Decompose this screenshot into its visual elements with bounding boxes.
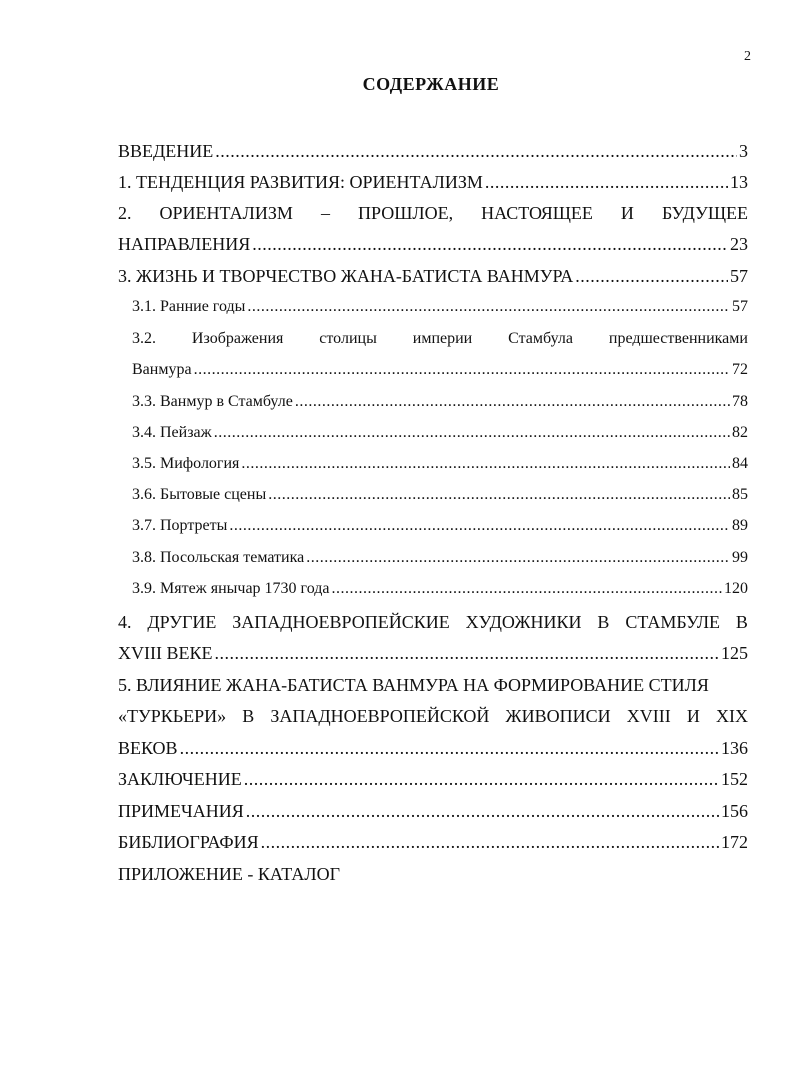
- toc-entry-chapter-2-line-1: [118, 203, 748, 227]
- toc-entry-appendix: [118, 864, 748, 888]
- toc-entry-chapter-5-line-1: [118, 675, 748, 699]
- leader-dots: [252, 234, 728, 255]
- toc-entry-title: 3.3. Ванмур в Стамбуле: [132, 393, 293, 410]
- toc-entry-page: 23: [730, 234, 748, 254]
- toc-entry-section-3-5: [132, 455, 748, 479]
- toc-entry-page: 72: [732, 361, 748, 378]
- toc-entry-section-3-9: [132, 580, 748, 604]
- toc-word: империи: [412, 330, 473, 347]
- leader-dots: [246, 801, 719, 822]
- toc-word: XVIII: [626, 706, 671, 726]
- toc-word: 3.2.: [132, 330, 156, 347]
- toc-word: ЗАПАДНОЕВРОПЕЙСКОЙ: [270, 706, 490, 726]
- leader-dots: [247, 298, 730, 316]
- toc-entry-chapter-3: [118, 266, 748, 290]
- toc-entry-conclusion: [118, 769, 748, 793]
- toc-word: –: [320, 203, 330, 223]
- toc-entry-title: ЗАКЛЮЧЕНИЕ: [118, 769, 242, 789]
- toc-word: БУДУЩЕЕ: [661, 203, 748, 223]
- toc-entry-title: ВВЕДЕНИЕ: [118, 141, 214, 161]
- toc-entry-page: 82: [732, 424, 748, 441]
- toc-word: ОРИЕНТАЛИЗМ: [159, 203, 293, 223]
- toc-word: ЗАПАДНОЕВРОПЕЙСКИЕ: [232, 612, 450, 632]
- toc-entry-page: 125: [721, 643, 748, 663]
- leader-dots: [244, 769, 719, 790]
- toc-entry-page: 136: [721, 738, 748, 758]
- toc-entry-page: 172: [721, 832, 748, 852]
- toc-entry-page: 156: [721, 801, 748, 821]
- toc-word: И: [686, 706, 700, 726]
- toc-entry-chapter-1: [118, 172, 748, 196]
- toc-entry-page: 89: [732, 517, 748, 534]
- toc-entry-page: 99: [732, 549, 748, 566]
- toc-entry-page: 3: [739, 141, 748, 161]
- toc-word: XIX: [715, 706, 748, 726]
- toc-entry-page: 57: [732, 298, 748, 315]
- toc-word: Стамбула: [508, 330, 573, 347]
- toc-entry-section-3-7: [132, 517, 748, 541]
- leader-dots: [214, 424, 730, 442]
- leader-dots: [229, 517, 730, 535]
- leader-dots: [268, 486, 730, 504]
- leader-dots: [485, 172, 728, 193]
- toc-entry-introduction: [118, 141, 748, 165]
- toc-entry-section-3-3: [132, 393, 748, 417]
- toc-entry-title: ВЕКОВ: [118, 738, 178, 758]
- toc-entry-title: 3. ЖИЗНЬ И ТВОРЧЕСТВО ЖАНА-БАТИСТА ВАНМУРА: [118, 266, 574, 286]
- toc-entry-section-3-1: [132, 298, 748, 322]
- toc-entry-page: 57: [730, 266, 748, 286]
- toc-entry-section-3-8: [132, 549, 748, 573]
- leader-dots: [194, 361, 730, 379]
- toc-entry-section-3-4: [132, 424, 748, 448]
- toc-entry-notes: [118, 801, 748, 825]
- toc-word: ПРОШЛОЕ,: [357, 203, 454, 223]
- toc-entry-title: 3.8. Посольская тематика: [132, 549, 305, 566]
- toc-entry-title: БИБЛИОГРАФИЯ: [118, 832, 259, 852]
- toc-entry-title: 3.6. Бытовые сцены: [132, 486, 267, 503]
- toc-entry-chapter-4-line-1: [118, 612, 748, 636]
- leader-dots: [214, 643, 719, 664]
- toc-entry-title: 5. ВЛИЯНИЕ ЖАНА-БАТИСТА ВАНМУРА НА ФОРМИРОВАНИЕ СТИЛЯ: [118, 675, 709, 695]
- toc-entry-page: 84: [732, 455, 748, 472]
- toc-word: В: [735, 612, 748, 632]
- toc-entry-page: 78: [732, 393, 748, 410]
- toc-word: СТАМБУЛЕ: [625, 612, 721, 632]
- leader-dots: [332, 580, 723, 598]
- toc-word: ДРУГИЕ: [147, 612, 217, 632]
- page-number: 2: [744, 49, 751, 64]
- leader-dots: [241, 455, 730, 473]
- toc-entry-chapter-5-line-3: [118, 738, 748, 762]
- toc-entry-section-3-2-line-1: [132, 330, 748, 354]
- leader-dots: [575, 266, 728, 287]
- toc-entry-title: 1. ТЕНДЕНЦИЯ РАЗВИТИЯ: ОРИЕНТАЛИЗМ: [118, 172, 483, 192]
- toc-word: предшественниками: [608, 330, 748, 347]
- page-title: СОДЕРЖАНИЕ: [362, 74, 500, 94]
- toc-entry-chapter-5-line-2: [118, 706, 748, 730]
- toc-entry-title: Ванмура: [132, 361, 192, 378]
- toc-word: В: [597, 612, 610, 632]
- toc-entry-title: 3.1. Ранние годы: [132, 298, 246, 315]
- toc-entry-chapter-4-line-2: [118, 643, 748, 667]
- toc-word: НАСТОЯЩЕЕ: [481, 203, 593, 223]
- toc-word: столицы: [319, 330, 377, 347]
- toc-word: ЖИВОПИСИ: [505, 706, 611, 726]
- toc-entry-title: 3.7. Портреты: [132, 517, 228, 534]
- toc-entry-section-3-6: [132, 486, 748, 510]
- toc-entry-title: НАПРАВЛЕНИЯ: [118, 234, 251, 254]
- toc-entry-title: 3.9. Мятеж янычар 1730 года: [132, 580, 330, 597]
- toc-entry-chapter-2-line-2: [118, 234, 748, 258]
- leader-dots: [295, 393, 730, 411]
- toc-word: В: [242, 706, 255, 726]
- toc-entry-page: 13: [730, 172, 748, 192]
- toc-entry-title: 3.4. Пейзаж: [132, 424, 212, 441]
- toc-word: 4.: [118, 612, 132, 632]
- leader-dots: [261, 832, 719, 853]
- toc-entry-bibliography: [118, 832, 748, 856]
- toc-word: 2.: [118, 203, 132, 223]
- toc-entry-section-3-2-line-2: [132, 361, 748, 385]
- toc-entry-title: ПРИЛОЖЕНИЕ - КАТАЛОГ: [118, 864, 341, 884]
- leader-dots: [180, 738, 719, 759]
- toc-word: ХУДОЖНИКИ: [465, 612, 582, 632]
- leader-dots: [215, 141, 737, 162]
- toc-entry-title: ПРИМЕЧАНИЯ: [118, 801, 244, 821]
- toc-entry-page: 85: [732, 486, 748, 503]
- leader-dots: [306, 549, 730, 567]
- toc-entry-title: XVIII ВЕКЕ: [118, 643, 213, 663]
- toc-word: И: [620, 203, 634, 223]
- toc-entry-page: 120: [724, 580, 748, 597]
- toc-entry-title: 3.5. Мифология: [132, 455, 240, 472]
- toc-entry-page: 152: [721, 769, 748, 789]
- toc-word: Изображения: [191, 330, 284, 347]
- toc-word: «ТУРКЬЕРИ»: [118, 706, 227, 726]
